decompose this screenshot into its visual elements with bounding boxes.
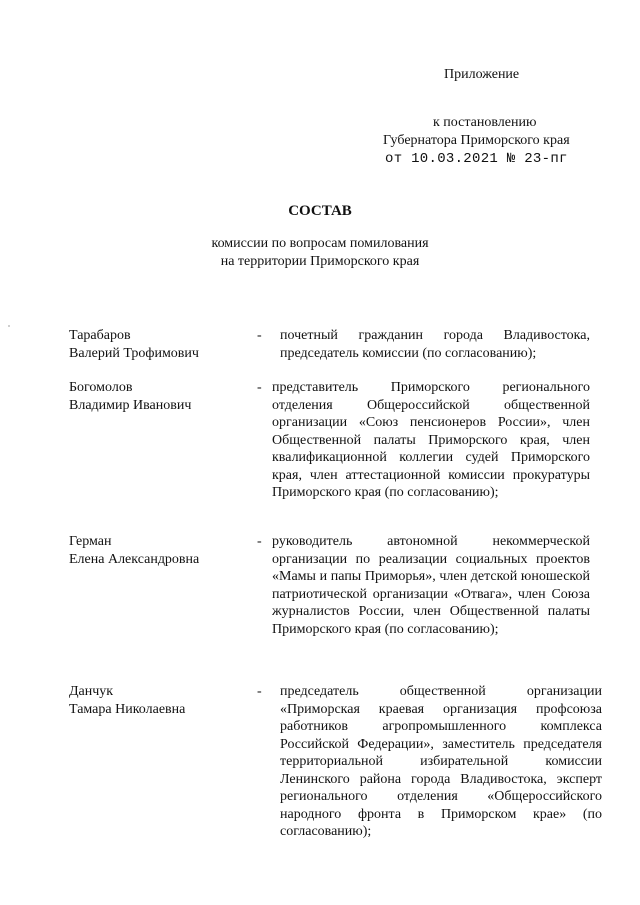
document-title: СОСТАВ bbox=[288, 203, 352, 219]
member-name bbox=[69, 379, 249, 414]
member-dash: - bbox=[257, 328, 262, 343]
member-description: почетный гражданин города Владивостока, председатель комиссии (по согласованию); bbox=[280, 328, 590, 361]
member-name bbox=[69, 533, 249, 568]
member-dash: - bbox=[257, 534, 262, 549]
subtitle-line-1: комиссии по вопросам помилования bbox=[211, 236, 429, 251]
member-name bbox=[69, 327, 249, 362]
member-given-names: Елена Александровна bbox=[69, 551, 200, 567]
member-description: представитель Приморского регионального отделения Общероссийской общественной организации «Союз пенсионеров России», член Общественной палаты Приморского края, член квалификационной коллегии судей Приморского края, член аттестационной комиссии прокуратуры Приморского края (по согласованию); bbox=[272, 380, 590, 500]
document-subtitle bbox=[0, 235, 640, 271]
decree-date-number: от 10.03.2021 № 23-пг bbox=[385, 151, 568, 167]
member-given-names: Тамара Николаевна bbox=[69, 701, 186, 717]
subtitle-line-2: на территории Приморского края bbox=[220, 254, 420, 269]
scan-margin-mark bbox=[8, 325, 10, 327]
member-description: председатель общественной организации «Приморская краевая организация профсоюза работников агропромышленного комплекса Российской Федерации», заместитель председателя территориальной избирательной комиссии Ленинского района города Владивостока, эксперт регионального отделения «Общероссийского народного фронта в Приморском крае» (по согласованию); bbox=[280, 684, 602, 839]
member-given-names: Валерий Трофимович bbox=[69, 345, 199, 361]
member-description: руководитель автономной некоммерческой организации по реализации социальных проектов «Мамы и папы Приморья», член детской юношеской патриотической организации «Отвага», член Союза журналистов России, член Общественной палаты Приморского края (по согласованию); bbox=[272, 534, 590, 637]
member-name bbox=[69, 683, 249, 718]
decree-reference-line: к постановлению bbox=[433, 115, 537, 130]
appendix-label: Приложение bbox=[444, 67, 520, 82]
member-surname: Богомолов bbox=[69, 380, 133, 395]
member-surname: Герман bbox=[69, 534, 112, 549]
member-dash: - bbox=[257, 684, 262, 699]
decree-issuer-line: Губернатора Приморского края bbox=[383, 133, 570, 148]
member-surname: Данчук bbox=[69, 684, 114, 699]
member-surname: Тарабаров bbox=[69, 328, 131, 343]
member-dash: - bbox=[257, 380, 262, 395]
member-given-names: Владимир Иванович bbox=[69, 397, 192, 413]
